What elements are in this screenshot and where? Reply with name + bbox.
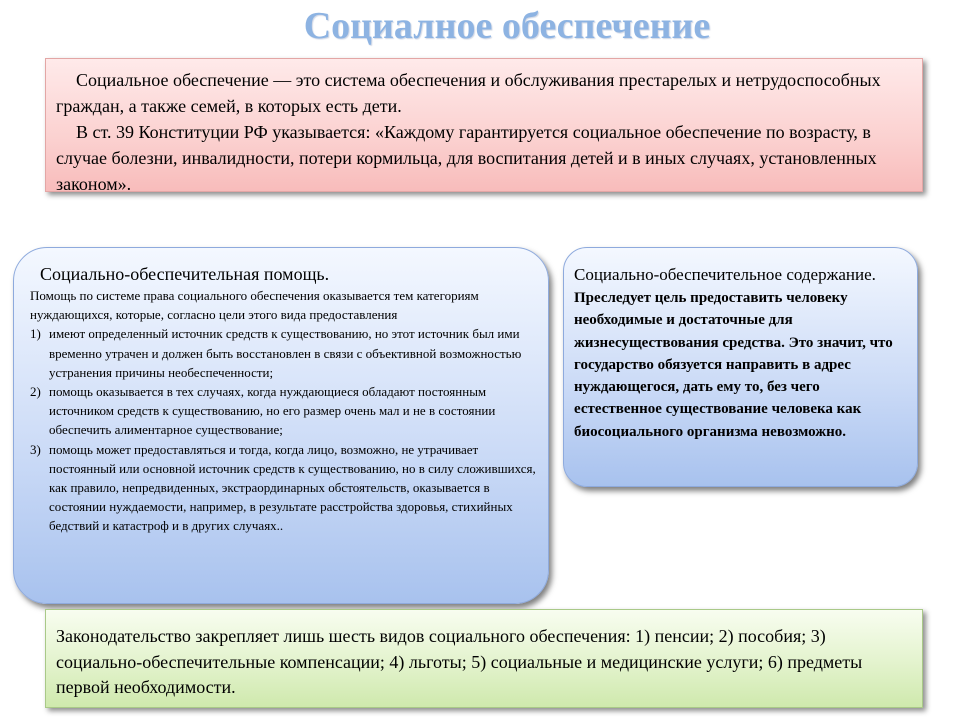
definition-paragraph: Социальное обеспечение — это система обеспечения и обслуживания престарелых и нетрудоспособных граждан, а также семей, в которых есть дети. bbox=[56, 70, 881, 116]
assistance-heading: Социально-обеспечительная помощь. bbox=[40, 264, 330, 284]
maintenance-box bbox=[563, 247, 918, 487]
assistance-body bbox=[30, 286, 536, 536]
list-item-number: 3) bbox=[30, 441, 41, 457]
list-item bbox=[30, 324, 536, 382]
list-item-text: имеют определенный источник средств к существованию, но этот источник был ими временно утрачен и должен быть восстановлен в связи с объективной возможностью устранения причины необеспеченности; bbox=[49, 326, 522, 380]
list-item-text: помощь оказывается в тех случаях, когда нуждающиеся обладают постоянным источником средств к существованию, но его размер очень мал и не в состоянии обеспечить алиментарное существование; bbox=[49, 384, 496, 438]
legislation-box bbox=[45, 609, 923, 708]
assistance-box bbox=[13, 247, 549, 604]
assistance-intro: Помощь по системе права социального обеспечения оказывается тем категориям нуждающихся, которые, согласно цели этого вида предоставления bbox=[30, 288, 479, 323]
assistance-list bbox=[30, 324, 536, 535]
list-item-number: 1) bbox=[30, 326, 41, 342]
legislation-text: Законодательство закрепляет лишь шесть видов социального обеспечения: 1) пенсии; 2) пособия; 3) социально-обеспечительные компенсации; 4) льготы; 5) социальные и медицинские услуги; 6) предметы первой необходимости. bbox=[56, 626, 863, 697]
definition-box bbox=[45, 58, 923, 192]
maintenance-body: Преследует цель предоставить человеку необходимые и достаточные для жизнесуществования средства. Это значит, что государство обязуется направить в адрес нуждающегося, дать ему то, без чего естественное существование человека как биосоциального организма невозможно. bbox=[574, 290, 893, 440]
page-title: Социалное обеспечение bbox=[303, 5, 711, 47]
maintenance-heading: Социально-обеспечительное содержание. bbox=[574, 265, 876, 284]
list-item bbox=[30, 440, 536, 536]
list-item-number: 2) bbox=[30, 384, 41, 400]
list-item bbox=[30, 382, 536, 440]
constitution-paragraph: В ст. 39 Конституции РФ указывается: «Каждому гарантируется социальное обеспечение по возрасту, в случае болезни, инвалидности, потери кормильца, для воспитания детей и в иных случаях, установленных законом». bbox=[56, 122, 877, 194]
list-item-text: помощь может предоставляться и тогда, когда лицо, возможно, не утрачивает постоянный или основной источник средств к существованию, но в силу сложившихся, как правило, непредвиденных, экстраординарных обстоятельств, оказывается в состоянии нуждаемости, например, в результате расстройства здоровья, стихийных бедствий и катастроф и в других случаях.. bbox=[49, 441, 536, 534]
